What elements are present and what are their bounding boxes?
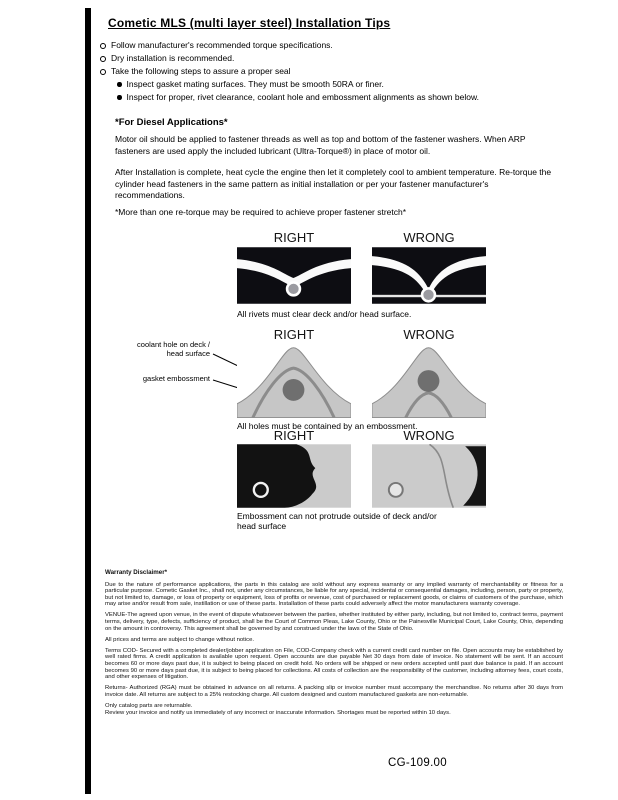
legal-paragraph: Review your invoice and notify us immediately of any incorrect or inaccurate information. Shortages must be reported within 10 days. <box>105 709 451 716</box>
legal-paragraph: Terms COD- Secured with a completed dealer/jobber application on File, COD-Company check with a current credit card number on file. Open accounts may be established by well rated firms. A credit application is available upon request. Open accounts are due payable Net 30 days from date of invoice. No statement will be sent. If an account becomes 60 or more days past due, it is subject to being placed on credit hold. No orders will be shipped or new orders accepted until past due balance is paid. If an account becomes 90 or more days past due, it is subject to being placed for collections. All costs of collection are the responsibility of the customer, including attorney fees, court costs, and other expenses of litigation. <box>105 647 563 681</box>
list-item <box>117 80 570 90</box>
diesel-paragraph-1: Motor oil should be applied to fastener threads as well as top and bottom of the fastener washers. When ARP fasteners are used apply the included lubricant (Ultra-Torque®) in place of motor oil. <box>115 134 526 156</box>
diagram-caption-row3: Embossment can not protrude outside of deck and/or head surface <box>237 511 437 531</box>
tip-text: Take the following steps to assure a proper seal <box>111 66 291 76</box>
wrong-label-row3: WRONG <box>403 428 455 443</box>
legal-paragraph: Returns- Authorized (RGA) must be obtained in advance on all returns. A packing slip or invoice number must accompany the merchandise. No returns after 30 days from invoice date. All returns are subject to a 25% restocking charge. All custom designed and custom manufactured gaskets are non-returnable. <box>105 685 563 698</box>
coolant-hole-label: coolant hole on deck / head surface <box>137 340 210 358</box>
diagram-caption-row1: All rivets must clear deck and/or head surface. <box>237 309 412 319</box>
wrong-label-row2: WRONG <box>403 327 455 342</box>
deck-surface <box>372 444 486 507</box>
rivet-icon <box>422 288 435 301</box>
list-item <box>117 93 570 103</box>
rivet-clearance-wrong-diagram <box>372 247 486 304</box>
legal-paragraph: Due to the nature of performance applications, the parts in this catalog are sold without any express warranty or any implied warranty of merchantability or fitness for a particular purpose. Cometic Gasket Inc., shall not, under any circumstances, be liable for any special, incidental or consequential damages, including, person, party or property, but not limited to, damage, or loss of property or equipment, loss of profits or revenue, cost of purchased or replacement goods, or claims of customers of the purchase, which may arise and/or result from sale, instillation or use of these parts. Installation of these parts could adversely affect the motor manufacturers warranty coverage. <box>105 581 563 608</box>
gasket-embossment-label: gasket embossment <box>142 374 210 383</box>
coolant-hole-icon <box>418 370 440 392</box>
retorque-note: *More than one re-torque may be required to achieve proper fastener stretch* <box>115 207 407 217</box>
page-code: CG-109.00 <box>388 757 447 769</box>
tip-text: Inspect for proper, rivet clearance, coolant hole and embossment alignments as shown below. <box>126 92 479 102</box>
wrong-label-row1: WRONG <box>403 230 455 245</box>
list-item <box>100 67 570 77</box>
tip-text: Inspect gasket mating surfaces. They must be smooth 50RA or finer. <box>126 79 384 89</box>
diagram-caption-row2: All holes must be contained by an embossment. <box>237 421 418 431</box>
legal-section <box>105 570 563 721</box>
right-label-row2: RIGHT <box>273 327 315 342</box>
embossment-area <box>237 444 316 507</box>
tip-text: Dry installation is recommended. <box>111 53 235 63</box>
rivet-clearance-right-diagram <box>237 247 351 304</box>
legal-paragraph: All prices and terms are subject to change without notice. <box>105 636 254 643</box>
tips-sublist <box>117 80 570 103</box>
rivet-icon <box>287 282 300 295</box>
list-item <box>100 54 570 64</box>
legal-paragraph: VENUE-The agreed upon venue, in the event of dispute whatsoever between the parties, whether instituted by either party, including, but not limited to, contract terms, payment terms, delivery, type, defects, sufficiency of product, shall be the Court of Common Pleas, Lake County, Ohio or the Painesville Municipal Court, Lake County, Ohio, depending on the amount in controversy. This agreement shall be governed by and construed under the laws of the State of Ohio. <box>105 612 563 632</box>
legal-paragraph: Only catalog parts are returnable. <box>105 703 193 709</box>
embossment-containment-wrong-diagram <box>372 344 486 418</box>
filled-bullet-icon <box>117 95 122 100</box>
open-bullet-icon <box>100 56 106 62</box>
diesel-paragraph-2: After Installation is complete, heat cycle the engine then let it completely cool to ambient temperature. Re-torque the cylinder head fasteners in the same pattern as initial installation or per your fastener manufacturer's recommendations. <box>115 167 552 200</box>
rivet-icon <box>389 483 403 497</box>
open-bullet-icon <box>100 69 106 75</box>
tips-list <box>100 41 570 106</box>
right-label-row3: RIGHT <box>273 428 315 443</box>
diesel-heading: *For Diesel Applications* <box>115 117 228 128</box>
page-title: Cometic MLS (multi layer steel) Installation Tips <box>108 16 391 30</box>
filled-bullet-icon <box>117 82 122 87</box>
tip-text: Follow manufacturer's recommended torque specifications. <box>111 40 333 50</box>
protrusion-right-diagram <box>237 444 351 508</box>
warranty-heading: Warranty Disclaimer* <box>105 569 168 576</box>
list-item <box>100 41 570 51</box>
embossment-containment-right-diagram <box>237 344 351 418</box>
right-label-row1: RIGHT <box>273 230 315 245</box>
coolant-hole-icon <box>283 379 305 401</box>
open-bullet-icon <box>100 43 106 49</box>
page-left-rule <box>85 8 91 794</box>
protrusion-wrong-diagram <box>372 444 486 508</box>
